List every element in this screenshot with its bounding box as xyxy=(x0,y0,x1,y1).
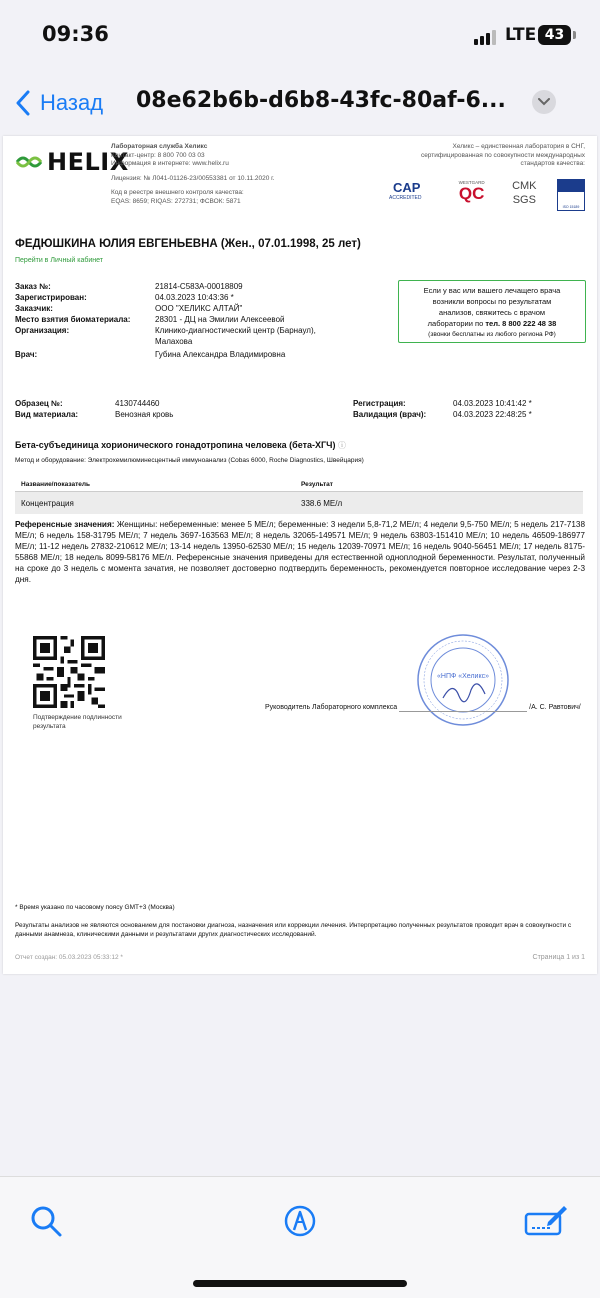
report-created: Отчет создан: 05.03.2023 05:33:12 * xyxy=(15,954,123,961)
title-menu-button[interactable] xyxy=(532,90,556,114)
cap-badge xyxy=(389,180,435,210)
cert-line-2: сертифицированная по совокупности международных xyxy=(420,151,585,159)
result-value: 338.6 МЕ/л xyxy=(301,498,343,508)
pdf-page[interactable] xyxy=(3,136,597,974)
order-label: Заказчик: xyxy=(15,304,53,313)
test-title xyxy=(15,440,346,451)
reference-values xyxy=(15,519,585,585)
order-row xyxy=(15,325,395,347)
patient-name: ФЕДЮШКИНА ЮЛИЯ ЕВГЕНЬЕВНА (Жен., 07.01.1998, 25 лет) xyxy=(15,238,361,250)
order-row xyxy=(15,292,395,303)
order-value: ООО "ХЕЛИКС АЛТАЙ" xyxy=(155,304,243,313)
sign-button[interactable] xyxy=(524,1203,568,1239)
sample-info xyxy=(15,398,173,420)
contact-line: Если у вас или вашего лечащего врача xyxy=(423,286,561,295)
signature-icon xyxy=(524,1204,568,1238)
contact-phone[interactable]: тел. 8 800 222 48 38 xyxy=(485,319,557,328)
document-title: 08e62b6b-d6b8-43fc-80af-6... xyxy=(136,88,506,113)
order-details xyxy=(15,281,395,360)
sample-id-label: Образец №: xyxy=(15,399,63,408)
status-bar xyxy=(0,0,600,70)
lab-web: Информация в интернете: www.helix.ru xyxy=(111,160,229,167)
signature-line xyxy=(265,704,581,712)
sgs-text: SGS xyxy=(512,194,536,206)
quality-badges xyxy=(389,178,585,212)
chevron-down-icon xyxy=(538,98,550,106)
westgard-text: WESTGARD xyxy=(458,180,485,185)
iso-badge xyxy=(557,179,585,211)
battery-icon: 43 xyxy=(538,25,571,45)
search-button[interactable] xyxy=(28,1203,64,1239)
contact-line: возникли вопросы по результатам xyxy=(432,297,552,306)
personal-cabinet-link[interactable]: Перейти в Личный кабинет xyxy=(15,257,104,264)
table-header xyxy=(15,478,583,492)
contact-line: анализов, свяжитесь с врачом xyxy=(438,308,546,317)
back-button[interactable] xyxy=(16,86,103,120)
home-indicator[interactable] xyxy=(193,1280,407,1287)
results-table xyxy=(15,478,583,514)
time-footnote: * Время указано по часовому поясу GMT+3 (Москва) xyxy=(15,904,175,911)
cap-sub: ACCREDITED xyxy=(389,195,422,201)
qr-code[interactable] xyxy=(33,636,105,708)
order-row xyxy=(15,281,395,292)
reference-label: Референсные значения: xyxy=(15,520,115,529)
markup-button[interactable] xyxy=(282,1203,318,1239)
column-header: Результат xyxy=(301,481,333,488)
page-number: Страница 1 из 1 xyxy=(532,954,585,961)
cmk-text: CMK xyxy=(512,180,537,192)
result-name: Концентрация xyxy=(21,498,74,508)
markup-pen-icon xyxy=(283,1204,317,1238)
signal-icon xyxy=(474,29,498,45)
westgard-badge xyxy=(452,180,492,210)
lab-registry-2: EQAS: 8659; RIQAS: 272731; ФСВОК: 5871 xyxy=(111,197,241,205)
qc-text: QC xyxy=(458,184,485,203)
order-label: Зарегистрирован: xyxy=(15,293,87,302)
test-title-text: Бета-субъединица хорионического гонадотропина человека (бета-ХГЧ) xyxy=(15,440,336,450)
helix-logo-icon xyxy=(15,152,43,172)
order-label: Врач: xyxy=(15,350,38,359)
sample-dates xyxy=(353,398,532,420)
validation-date: 04.03.2023 22:48:25 * xyxy=(453,410,532,419)
back-label: Назад xyxy=(40,90,104,115)
info-icon[interactable]: ⓘ xyxy=(337,441,346,450)
lab-registry-1: Код в реестре внешнего контроля качества: xyxy=(111,189,244,196)
lab-name: Лабораторная служба Хеликс xyxy=(111,143,208,150)
order-label: Организация: xyxy=(15,326,70,335)
iso-text: ISO 15189 xyxy=(562,205,580,209)
chevron-left-icon xyxy=(16,90,30,116)
certification-text xyxy=(385,143,585,169)
order-value: 21814-C583A-00018809 xyxy=(155,282,243,291)
order-value: Клинико-диагностический центр (Барнаул), Малахова xyxy=(155,326,316,346)
material-label: Вид материала: xyxy=(15,410,79,419)
order-label: Место взятия биоматериала: xyxy=(15,315,131,324)
network-type: LTE xyxy=(505,25,537,45)
table-row xyxy=(15,492,583,514)
registration-label: Регистрация: xyxy=(353,399,406,408)
method-text: Метод и оборудование: Электрохемилюминесцентный иммуноанализ (Cobas 6000, Roche Diagnostics, Швейцария) xyxy=(15,457,364,464)
column-header: Название/показатель xyxy=(21,481,91,488)
signature-name: /А. С. Равтович/ xyxy=(529,704,581,711)
cap-text: CAP xyxy=(393,180,421,195)
qr-caption: Подтверждение подлинности результата xyxy=(33,714,122,730)
cmk-sgs-badge xyxy=(508,179,540,211)
sample-id: 4130744460 xyxy=(115,399,160,408)
contact-line: лаборатории по xyxy=(427,319,484,328)
order-value: 28301 - ДЦ на Эмилии Алексеевой xyxy=(155,315,285,324)
search-icon xyxy=(29,1204,63,1238)
order-label: Заказ №: xyxy=(15,282,51,291)
order-value: Губина Александра Владимировна xyxy=(155,350,286,359)
signature-role: Руководитель Лабораторного комплекса xyxy=(265,704,398,711)
navigation-bar xyxy=(0,78,600,128)
validation-label: Валидация (врач): xyxy=(353,410,427,419)
clock: 09:36 xyxy=(42,22,109,46)
order-value: 04.03.2023 10:43:36 * xyxy=(155,293,234,302)
lab-stamp xyxy=(415,632,511,728)
battery-tip xyxy=(573,31,576,39)
order-row xyxy=(15,349,395,360)
lab-info xyxy=(111,143,275,206)
disclaimer: Результаты анализов не являются основанием для постановки диагноза, назначения или коррекции лечения. Интерпретацию полученных результатов проводит врач в совокупности с данными анамнеза, клиническими данными и результатами других диагностических исследований. xyxy=(15,922,572,938)
lab-license: Лицензия: № Л041-01126-23/00553381 от 10.11.2020 г. xyxy=(111,174,275,182)
cert-line-1: Хеликс – единственная лаборатория в СНГ, xyxy=(452,143,585,150)
doctor-contact-box xyxy=(398,280,586,343)
logo-text: HELIX xyxy=(47,148,129,176)
contact-note: (звонки бесплатны из любого региона РФ) xyxy=(428,331,556,338)
lab-phone: Контакт-центр: 8 800 700 03 03 xyxy=(111,151,205,159)
reference-text: Женщины: небеременные: менее 5 МЕ/л; беременные: 3 недели 5,8-71,2 МЕ/л; 4 недели 9,5-750 МЕ/л; 5 недель 217-7138 МЕ/л; 6 недель 158-31795 МЕ/л; 7 недель 3697-163563 МЕ/л; 8 недель 32065-149571 МЕ/л; 9 недель 63803-151410 МЕ/л; 10 недель 46509-186977 МЕ/л; 11-12 недель 27832-210612 МЕ/л; 13-14 недель 13950-62530 МЕ/л; 15 недель 12039-70971 МЕ/л; 16 недель 9040-56451 МЕ/л; 17 недель 8175-55868 МЕ/л; 18 недель 8099-58176 МЕ/л. Референсные значения приведены для естественной одноплодной беременности. Результат, полученный на сроке до 3 недель с момента зачатия, не позволяет достоверно подтвердить беременность, рекомендуется повторное исследование через 2-3 дня. xyxy=(15,520,585,584)
registration-date: 04.03.2023 10:41:42 * xyxy=(453,399,532,408)
order-row xyxy=(15,303,395,314)
material-value: Венозная кровь xyxy=(115,410,174,419)
stamp-text: «НПФ «Хеликс» xyxy=(437,673,489,680)
cert-line-3: стандартов качества: xyxy=(520,160,585,167)
order-row xyxy=(15,314,395,325)
